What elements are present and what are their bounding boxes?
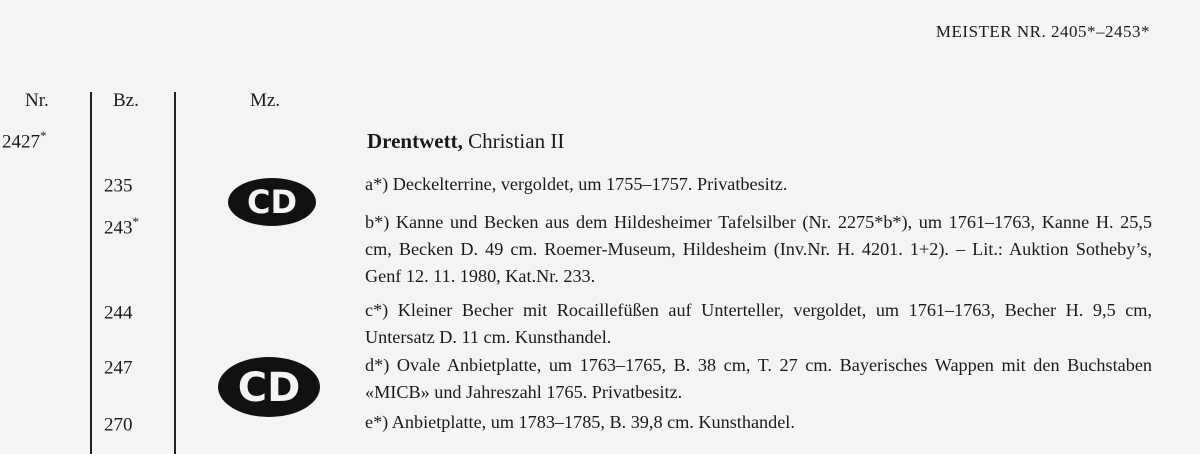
bz-value: 270 — [104, 414, 133, 436]
catalog-entry-c: c*) Kleiner Becher mit Rocaillefüßen auf Unterteller, vergoldet, um 1761–1763, Becher H. 9,5 cm, Untersatz D. 11 cm. Kunsthandel. — [365, 300, 1152, 347]
svg-text:CD: CD — [237, 365, 301, 411]
catalog-entry-e: e*) Anbietplatte, um 1783–1785, B. 39,8 cm. Kunsthandel. — [365, 412, 795, 432]
cd-hallmark-icon — [226, 176, 318, 228]
column-divider-left — [90, 92, 92, 454]
catalog-entry-d: d*) Ovale Anbietplatte, um 1763–1765, B. 38 cm, T. 27 cm. Bayerisches Wappen mit den Buchstaben «MICB» und Jahreszahl 1765. Privatbesitz. — [365, 355, 1152, 402]
master-surname: Drentwett, — [367, 129, 463, 153]
svg-text:CD: CD — [246, 183, 298, 221]
column-header-nr: Nr. — [25, 90, 49, 111]
bz-value: 244 — [104, 302, 133, 324]
bz-value: 235 — [104, 175, 133, 197]
bz-value: 243* — [104, 214, 139, 239]
cd-hallmark-icon — [216, 355, 322, 419]
entry-number-value: 2427 — [2, 131, 40, 153]
catalog-entry-b: b*) Kanne und Becken aus dem Hildesheimer Tafelsilber (Nr. 2275*b*), um 1761–1763, Kanne H. 25,5 cm, Becken D. 49 cm. Roemer-Museum, Hildesheim (Inv.Nr. H. 4201. 1+2). – Lit.: Auktion Sotheby’s, Genf 12. 11. 1980, Kat.Nr. 233. — [365, 212, 1152, 286]
column-header-mz: Mz. — [250, 90, 281, 111]
master-given-name: Christian II — [468, 129, 565, 153]
master-heading — [367, 129, 564, 154]
column-header-bz: Bz. — [113, 90, 139, 111]
bz-value: 247 — [104, 357, 133, 379]
column-divider-right — [174, 92, 176, 454]
entry-number-star: * — [40, 128, 47, 143]
running-head: MEISTER NR. 2405*–2453* — [935, 22, 1150, 41]
catalog-entry-a: a*) Deckelterrine, vergoldet, um 1755–1757. Privatbesitz. — [365, 174, 788, 194]
entry-number — [2, 128, 47, 153]
